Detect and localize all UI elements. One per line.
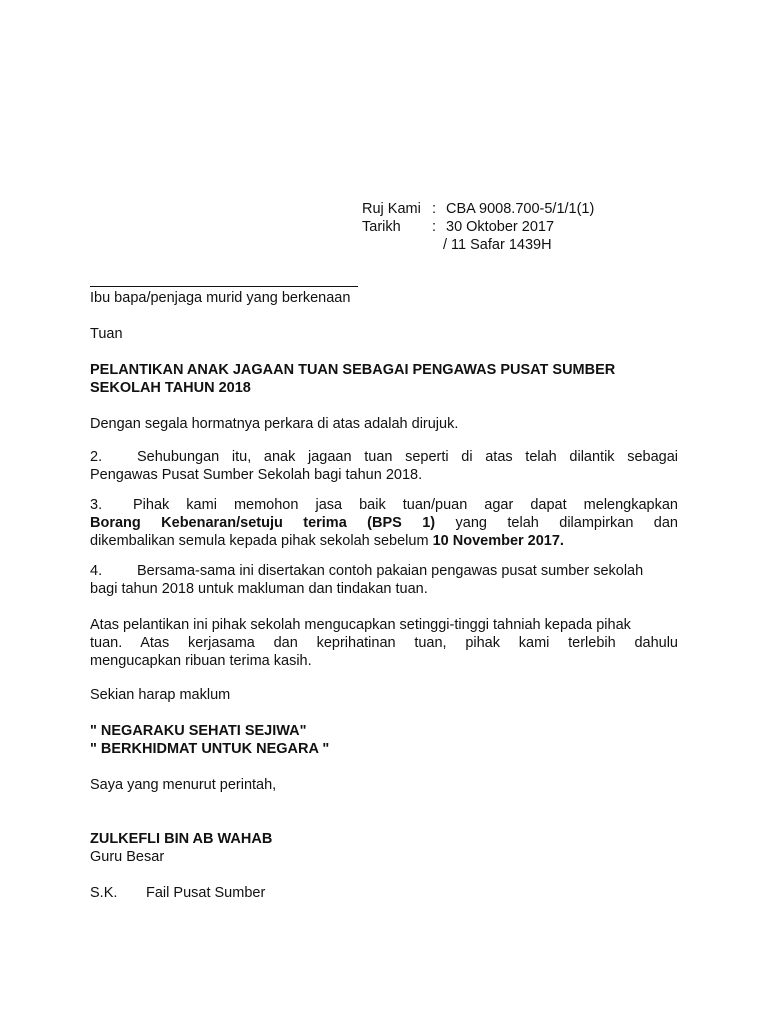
paragraph-2-line-2: Pengawas Pusat Sumber Sekolah bagi tahun 2018. (90, 467, 423, 483)
paragraph-4 (90, 562, 678, 598)
paragraph-2-line-1: 2. Sehubungan itu, anak jagaan tuan seperti di atas telah dilantik sebagai (90, 449, 678, 465)
recipient: Ibu bapa/penjaga murid yang berkenaan (90, 290, 351, 306)
paragraph-5-line-1: Atas pelantikan ini pihak sekolah mengucapkan setinggi-tinggi tahniah kepada pihak (90, 617, 631, 633)
salutation: Tuan (90, 326, 123, 342)
paragraph-4-line-2: bagi tahun 2018 untuk makluman dan tindakan tuan. (90, 581, 428, 597)
closing: Sekian harap maklum (90, 687, 231, 703)
paragraph-4-number: 4. (90, 563, 103, 579)
tarikh-label: Tarikh (362, 219, 401, 235)
deadline-date: 10 November 2017. (432, 533, 564, 549)
cc-label: S.K. (90, 885, 118, 901)
motto-line-2: " BERKHIDMAT UNTUK NEGARA " (90, 741, 330, 757)
motto-line-1: " NEGARAKU SEHATI SEJIWA" (90, 723, 307, 739)
tarikh-colon: : (432, 219, 437, 235)
cc-value: Fail Pusat Sumber (146, 885, 266, 901)
paragraph-2-number: 2. (90, 449, 103, 465)
subject-line-2: SEKOLAH TAHUN 2018 (90, 380, 251, 396)
paragraph-2 (90, 448, 678, 484)
signatory-title: Guru Besar (90, 849, 165, 865)
paragraph-3-line-1: 3. Pihak kami memohon jasa baik tuan/puan agar dapat melengkapkan (90, 497, 678, 513)
paragraph-3-number: 3. (90, 497, 103, 513)
ruj-kami-colon: : (432, 201, 437, 217)
subject-line-1: PELANTIKAN ANAK JAGAAN TUAN SEBAGAI PENGAWAS PUSAT SUMBER (90, 362, 616, 378)
paragraph-5-line-3: mengucapkan ribuan terima kasih. (90, 653, 312, 669)
paragraph-5-line-2: tuan. Atas kerjasama dan keprihatinan tuan, pihak kami terlebih dahulu (90, 635, 678, 651)
opening-paragraph: Dengan segala hormatnya perkara di atas adalah dirujuk. (90, 416, 459, 432)
tarikh-hijri: / 11 Safar 1439H (443, 237, 552, 253)
paragraph-3-line-2: Borang Kebenaran/setuju terima (BPS 1) yang telah dilampirkan dan (90, 515, 679, 531)
form-name: Borang Kebenaran/setuju terima (BPS 1) (90, 515, 436, 531)
recipient-underline (90, 286, 358, 287)
ruj-kami-value: CBA 9008.700-5/1/1(1) (446, 201, 595, 217)
tarikh-value: 30 Oktober 2017 (446, 219, 555, 235)
yours-faithfully: Saya yang menurut perintah, (90, 777, 277, 793)
paragraph-3-line-3: dikembalikan semula kepada pihak sekolah sebelum 10 November 2017. (90, 533, 564, 549)
paragraph-3 (90, 496, 678, 550)
paragraph-4-line-1: 4. Bersama-sama ini disertakan contoh pakaian pengawas pusat sumber sekolah (90, 563, 644, 579)
signatory-name: ZULKEFLI BIN AB WAHAB (90, 831, 273, 847)
paragraph-5 (90, 616, 678, 670)
ruj-kami-label: Ruj Kami (362, 201, 421, 217)
